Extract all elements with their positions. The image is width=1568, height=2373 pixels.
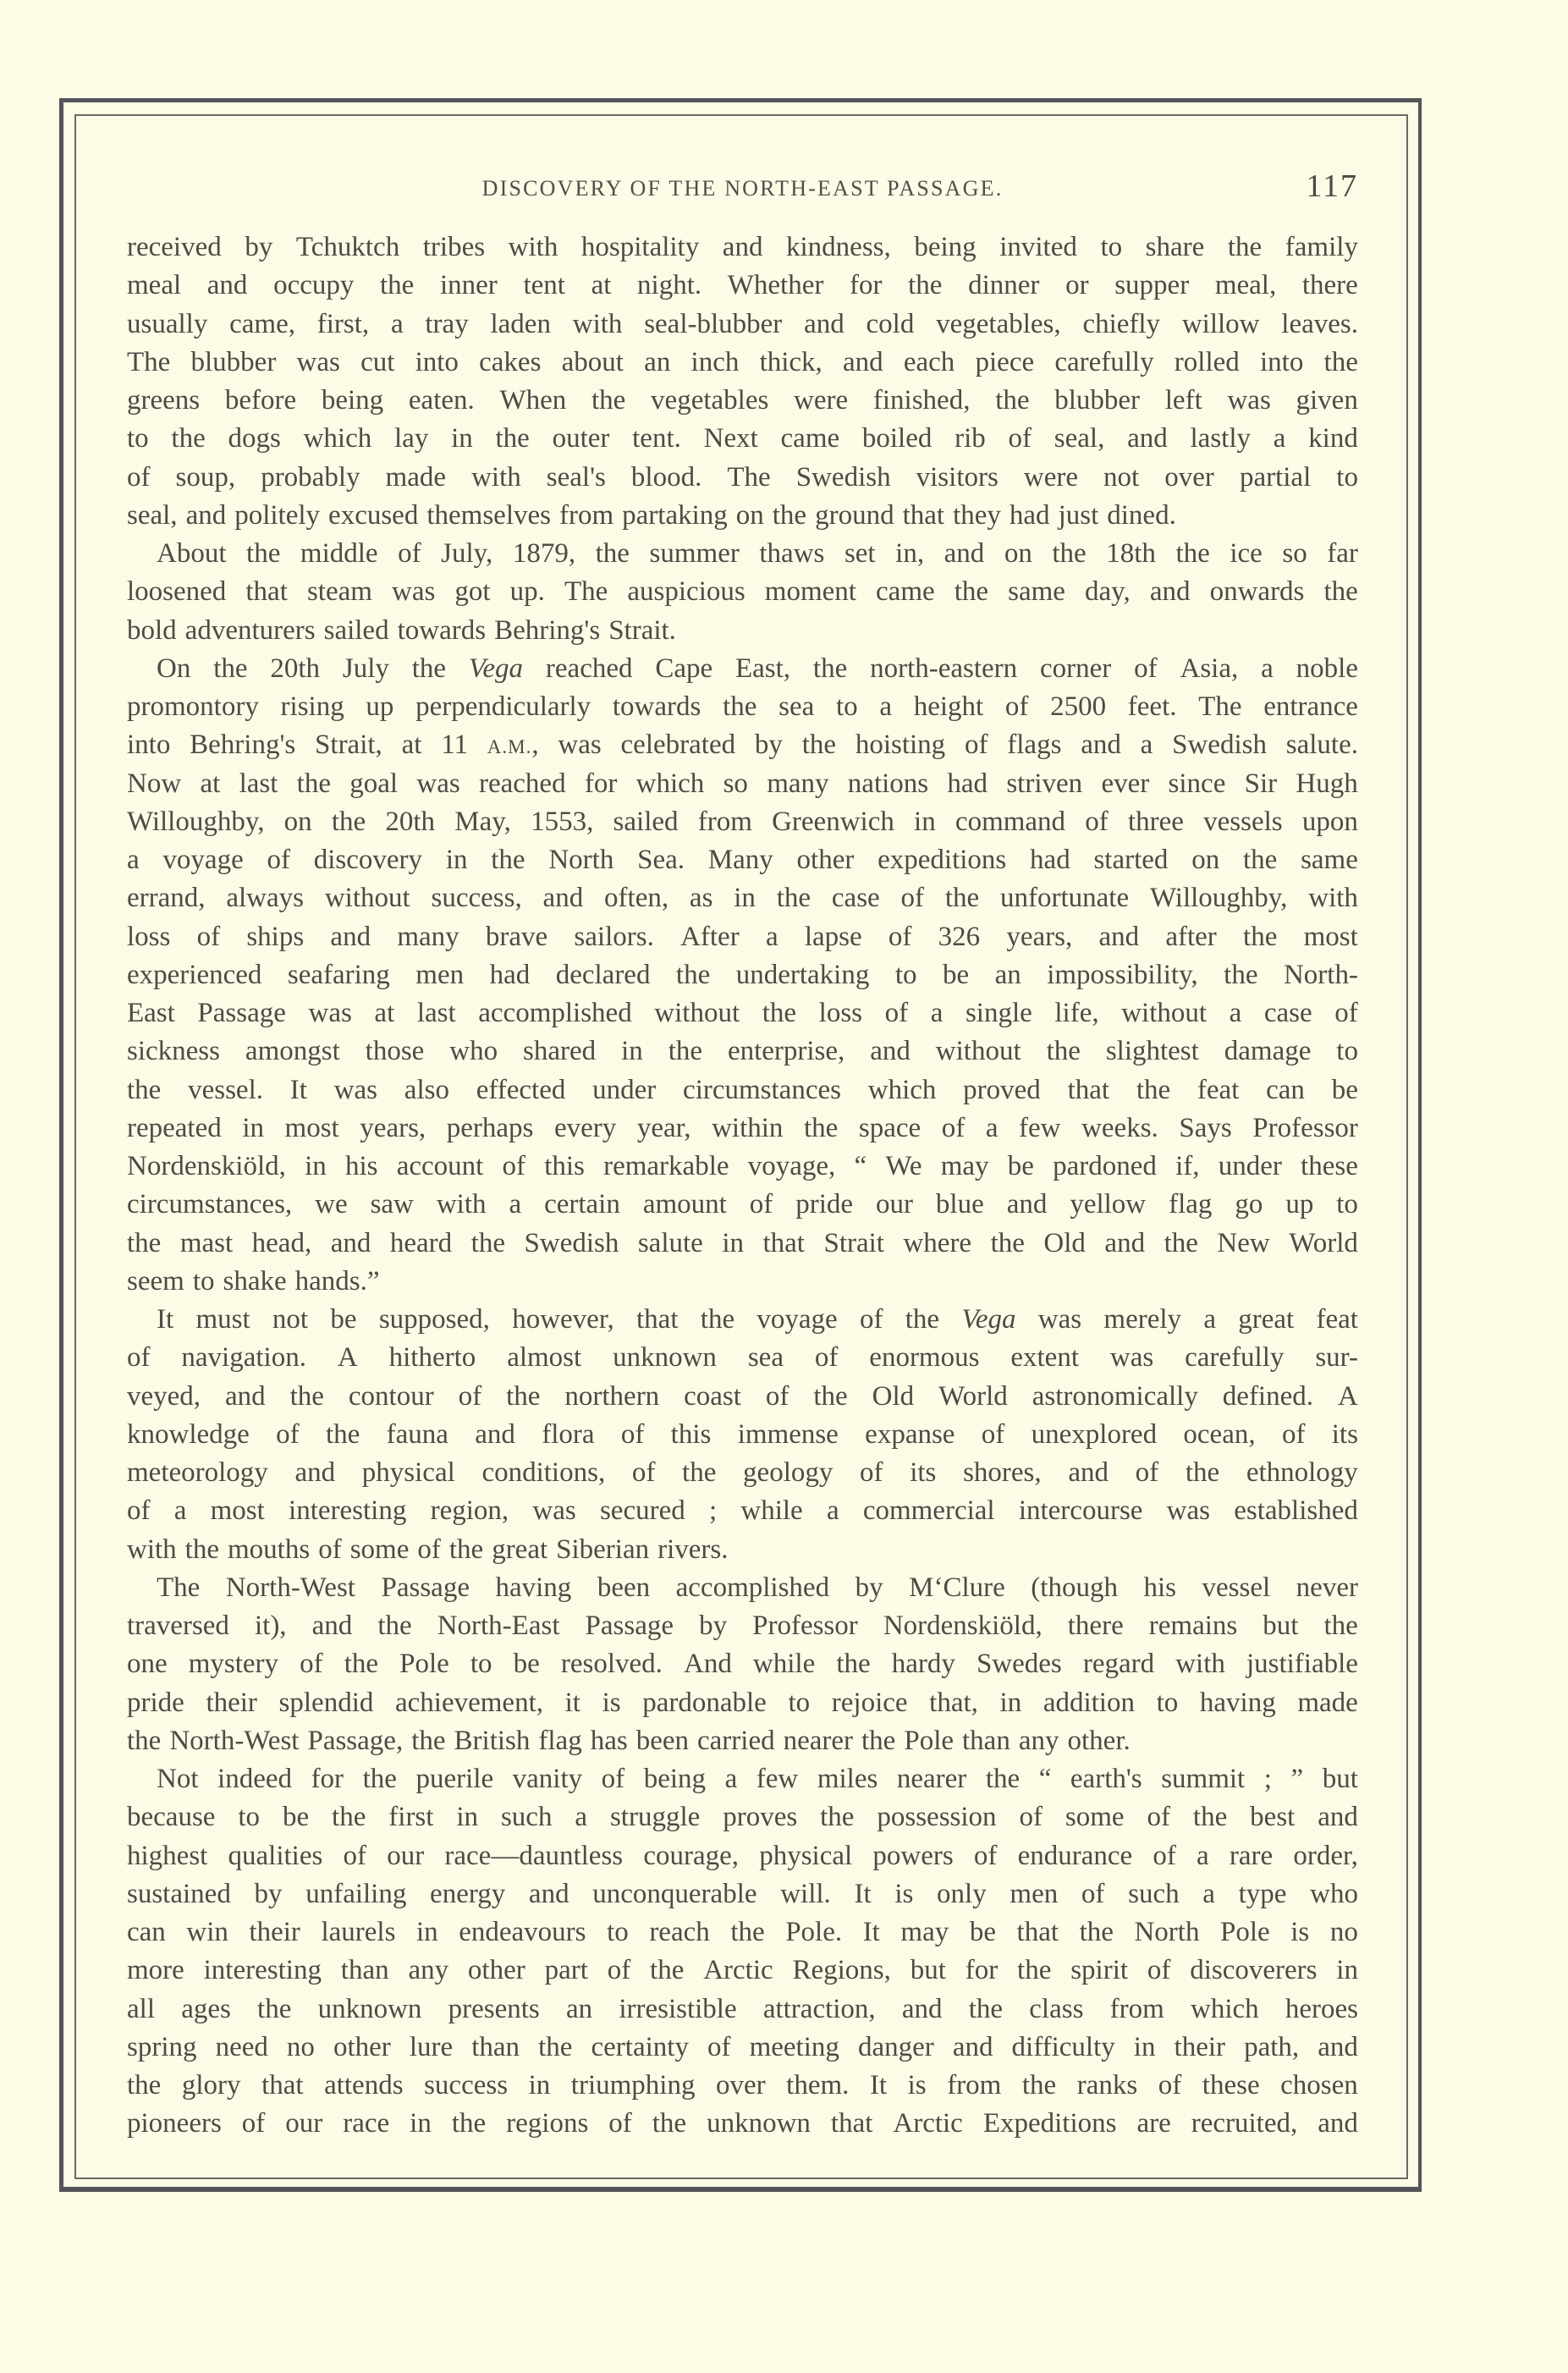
text-line: because to be the first in such a struggle proves the possession of some of the best and bbox=[127, 1802, 1358, 1833]
text-line: seal, and politely excused themselves from partaking on the ground that they had just dined. bbox=[127, 499, 1176, 531]
text-line: repeated in most years, perhaps every year, within the space of a few weeks. Says Professor bbox=[127, 1112, 1358, 1143]
text-line: bold adventurers sailed towards Behring's Strait. bbox=[127, 614, 676, 646]
running-header bbox=[127, 166, 1358, 203]
paragraph bbox=[127, 1760, 1358, 2144]
paragraph bbox=[127, 1569, 1358, 1760]
text-line: Willoughby, on the 20th May, 1553, sailed from Greenwich in command of three vessels upon bbox=[127, 806, 1358, 837]
text-line: veyed, and the contour of the northern coast of the Old World astronomically defined. A bbox=[127, 1380, 1358, 1412]
text-line: a voyage of discovery in the North Sea. Many other expeditions had started on the same bbox=[127, 845, 1358, 875]
text-line: meal and occupy the inner tent at night. Whether for the dinner or supper meal, there bbox=[127, 270, 1358, 301]
text-line: the vessel. It was also effected under circumstances which proved that the feat can be bbox=[127, 1074, 1358, 1105]
text-line: can win their laurels in endeavours to reach the Pole. It may be that the North Pole is no bbox=[127, 1917, 1358, 1947]
text-line: sustained by unfailing energy and unconquerable will. It is only men of such a type who bbox=[127, 1878, 1358, 1909]
text-line: About the middle of July, 1879, the summer thaws set in, and on the 18th the ice so far bbox=[157, 538, 1358, 569]
text-line: one mystery of the Pole to be resolved. And while the hardy Swedes regard with justifiable bbox=[127, 1649, 1358, 1680]
running-title: DISCOVERY OF THE NORTH-EAST PASSAGE. bbox=[481, 176, 1004, 201]
text-line: highest qualities of our race—dauntless courage, physical powers of endurance of a rare order, bbox=[127, 1840, 1358, 1871]
text-line: traversed it), and the North-East Passage by Professor Nordenskiöld, there remains but the bbox=[127, 1610, 1358, 1641]
text-line: pride their splendid achievement, it is pardonable to rejoice that, in addition to having made bbox=[127, 1687, 1358, 1718]
text-line: to the dogs which lay in the outer tent. Next came boiled rib of seal, and lastly a kind bbox=[127, 423, 1358, 454]
text-line: of navigation. A hitherto almost unknown sea of enormous extent was carefully sur- bbox=[127, 1342, 1358, 1374]
text-line: Now at last the goal was reached for which so many nations had striven ever since Sir Hugh bbox=[127, 768, 1358, 799]
text-line: Nordenskiöld, in his account of this remarkable voyage, “ We may be pardoned if, under these bbox=[127, 1151, 1358, 1181]
text-line: experienced seafaring men had declared the undertaking to be an impossibility, the North- bbox=[127, 959, 1358, 990]
paragraph bbox=[127, 228, 1358, 535]
text-line: greens before being eaten. When the vegetables were finished, the blubber left was given bbox=[127, 385, 1358, 416]
text-line: loss of ships and many brave sailors. After a lapse of 326 years, and after the most bbox=[127, 921, 1358, 952]
text-line: East Passage was at last accomplished without the loss of a single life, without a case of bbox=[127, 998, 1358, 1028]
page-number: 117 bbox=[1306, 168, 1358, 204]
text-line: seem to shake hands.” bbox=[127, 1265, 380, 1297]
text-line: sickness amongst those who shared in the enterprise, and without the slightest damage to bbox=[127, 1036, 1358, 1067]
text-line: loosened that steam was got up. The auspicious moment came the same day, and onwards the bbox=[127, 576, 1358, 608]
text-line: the glory that attends success in triumphing over them. It is from the ranks of these chosen bbox=[127, 2070, 1358, 2100]
text-line: errand, always without success, and often, as in the case of the unfortunate Willoughby, with bbox=[127, 883, 1358, 914]
text-line: The blubber was cut into cakes about an inch thick, and each piece carefully rolled into the bbox=[127, 346, 1358, 377]
text-line: knowledge of the fauna and flora of this immense expanse of unexplored ocean, of its bbox=[127, 1418, 1358, 1450]
text-line: Not indeed for the puerile vanity of being a few miles nearer the “ earth's summit ; ” but bbox=[157, 1764, 1358, 1794]
text-line: of soup, probably made with seal's blood. The Swedish visitors were not over partial to bbox=[127, 461, 1358, 493]
paragraph bbox=[127, 1301, 1358, 1569]
text-line: pioneers of our race in the regions of the unknown that Arctic Expeditions are recruited, and bbox=[127, 2108, 1358, 2139]
text-line: the North-West Passage, the British flag has been carried nearer the Pole than any other. bbox=[127, 1725, 1131, 1756]
text-line: circumstances, we saw with a certain amount of pride our blue and yellow flag go up to bbox=[127, 1189, 1358, 1220]
text-line: all ages the unknown presents an irresistible attraction, and the class from which heroes bbox=[127, 1993, 1358, 2024]
paragraph bbox=[127, 535, 1358, 650]
text-line: It must not be supposed, however, that the voyage of the Vega was merely a great feat bbox=[157, 1304, 1358, 1335]
text-line: The North-West Passage having been accomplished by M‘Clure (though his vessel never bbox=[157, 1572, 1358, 1603]
text-line: received by Tchuktch tribes with hospitality and kindness, being invited to share the family bbox=[127, 232, 1358, 262]
text-line: with the mouths of some of the great Siberian rivers. bbox=[127, 1533, 729, 1565]
text-line: meteorology and physical conditions, of the geology of its shores, and of the ethnology bbox=[127, 1457, 1358, 1488]
paragraph bbox=[127, 650, 1358, 1301]
text-line: of a most interesting region, was secured ; while a commercial intercourse was established bbox=[127, 1495, 1358, 1527]
text-line: promontory rising up perpendicularly towards the sea to a height of 2500 feet. The entrance bbox=[127, 691, 1358, 722]
text-line: On the 20th July the Vega reached Cape East, the north-eastern corner of Asia, a noble bbox=[157, 652, 1358, 684]
text-line: usually came, first, a tray laden with seal-blubber and cold vegetables, chiefly willow leaves. bbox=[127, 308, 1358, 339]
text-line: into Behring's Strait, at 11 A.M., was celebrated by the hoisting of flags and a Swedish salute. bbox=[127, 730, 1358, 761]
text-line: the mast head, and heard the Swedish salute in that Strait where the Old and the New World bbox=[127, 1227, 1358, 1258]
text-line: spring need no other lure than the certainty of meeting danger and difficulty in their path, and bbox=[127, 2031, 1358, 2062]
text-line: more interesting than any other part of the Arctic Regions, but for the spirit of discoverers in bbox=[127, 1955, 1358, 1986]
body-text bbox=[127, 228, 1358, 2144]
